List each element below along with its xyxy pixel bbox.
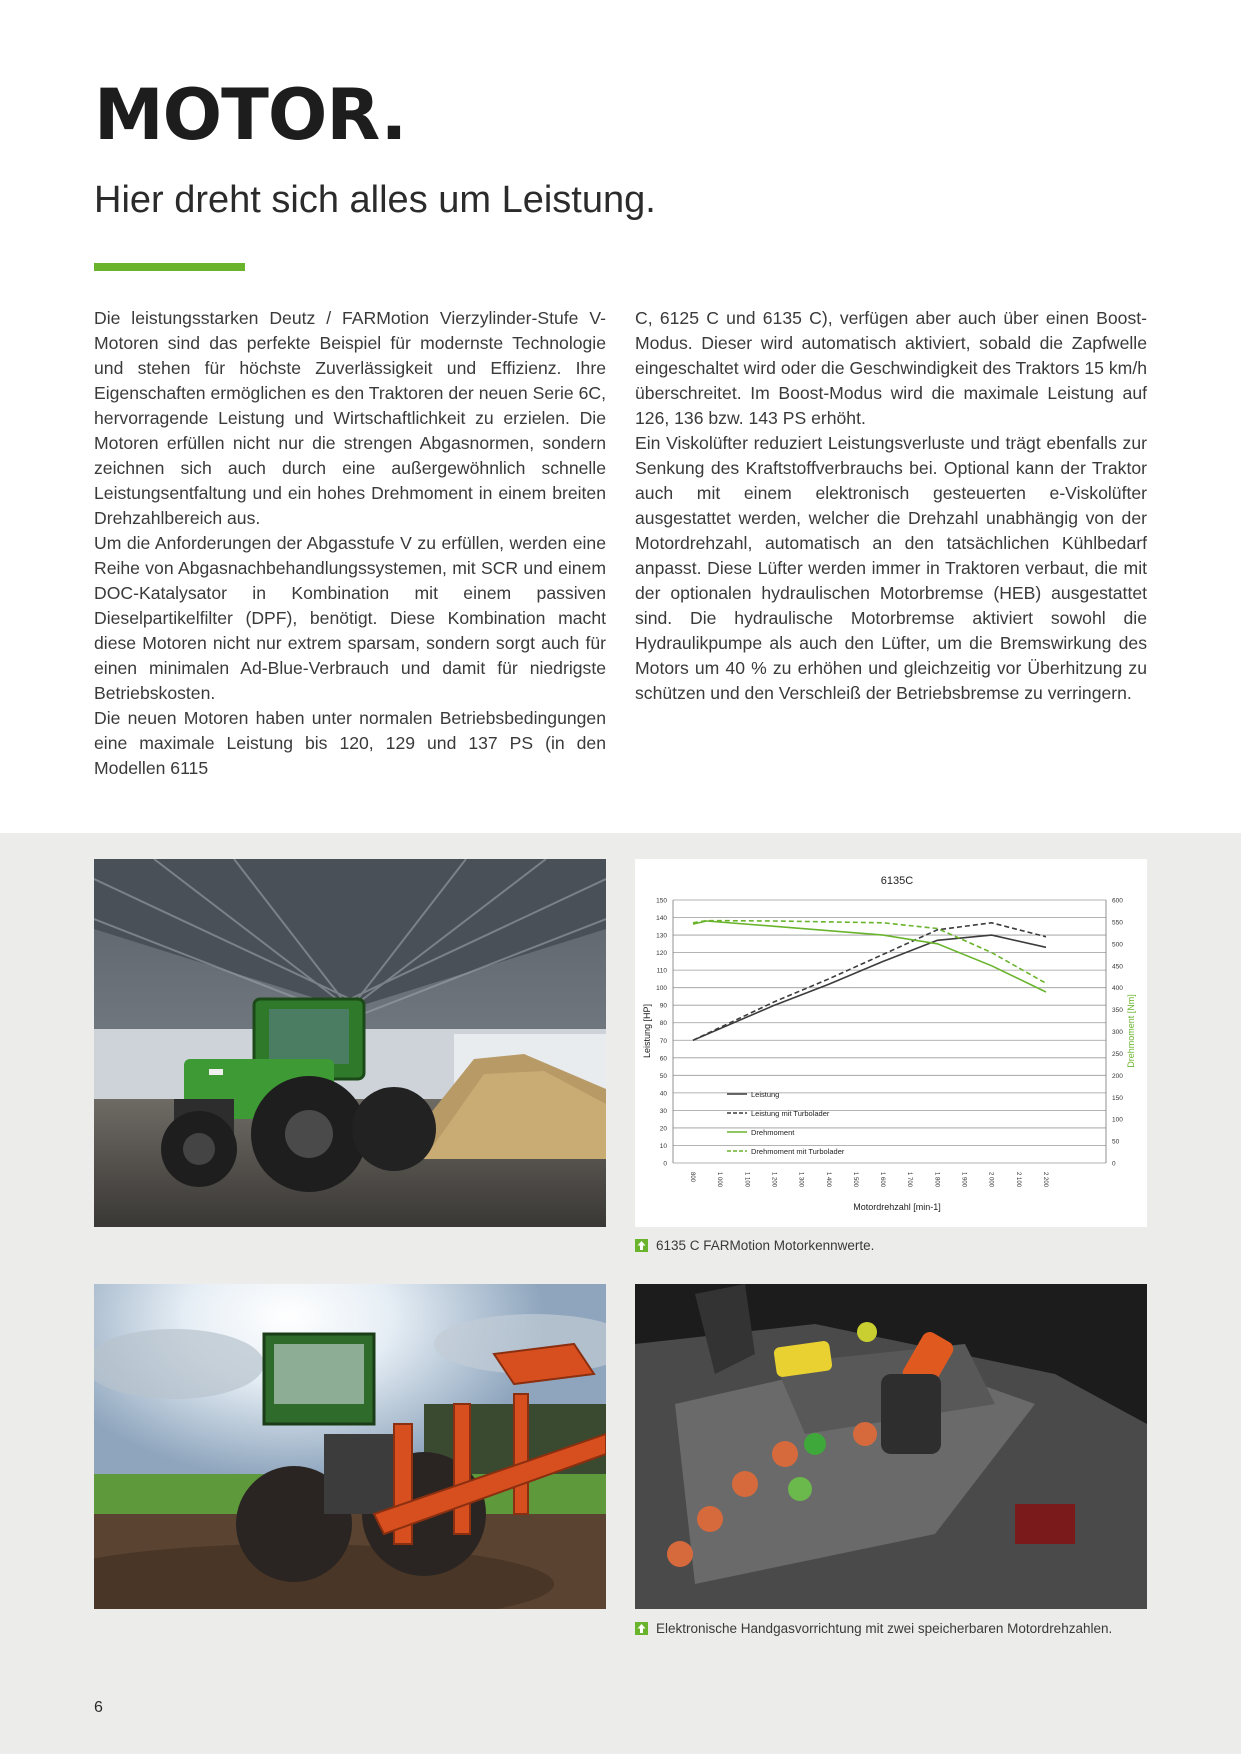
series-line bbox=[693, 921, 1046, 984]
series-line bbox=[693, 921, 1046, 992]
y-tick-label: 40 bbox=[659, 1090, 667, 1098]
paragraph: C, 6125 C und 6135 C), verfügen aber auch über einen Boost-Modus. Dieser wird automatisch aktiviert, sobald die Zapfwelle eingeschaltet wird oder die Geschwindigkeit des Traktors 15 km/h überschreitet. Im Boost-Modus wird die maximale Leistung auf 126, 136 bzw. 143 PS erhöht. bbox=[635, 308, 1147, 428]
x-tick-label: 800 bbox=[689, 1172, 695, 1183]
accent-divider bbox=[94, 263, 245, 271]
y-tick-label: 140 bbox=[656, 915, 667, 923]
x-tick-label: 1 300 bbox=[797, 1172, 804, 1188]
y-tick-label: 70 bbox=[659, 1037, 667, 1045]
y2-tick-label: 0 bbox=[1112, 1160, 1116, 1168]
x-tick-label: 2 200 bbox=[1042, 1172, 1048, 1188]
arrow-up-icon bbox=[635, 1622, 648, 1635]
y2-tick-label: 150 bbox=[1112, 1094, 1123, 1102]
chart-caption bbox=[635, 1237, 874, 1255]
page-subtitle: Hier dreht sich alles um Leistung. bbox=[94, 179, 656, 221]
x-tick-label: 1 500 bbox=[851, 1172, 858, 1188]
y-tick-label: 90 bbox=[659, 1002, 667, 1010]
y2-tick-label: 450 bbox=[1112, 963, 1123, 971]
y-tick-label: 0 bbox=[663, 1160, 667, 1168]
paragraph: Die leistungsstarken Deutz / FARMotion Vierzylinder-Stufe V-Motoren sind das perfekte Beispiel für modernste Technologie und stehen für höchste Zuverlässigkeit und Effizienz. Ihre Eigenschaften ermöglichen es den Traktoren der neuen Serie 6C, hervorragende Leistung und Wirtschaftlichkeit zu erzielen. Die Motoren erfüllen nicht nur die strengen Abgasnormen, sondern zeichnen sich auch durch eine außergewöhnlich schnelle Leistungsentfaltung und ein hohes Drehmoment in einem breiten Drehzahlbereich aus. bbox=[94, 308, 606, 528]
hand-throttle-caption bbox=[635, 1620, 1112, 1638]
y-tick-label: 100 bbox=[656, 985, 667, 993]
x-tick-label: 1 400 bbox=[824, 1172, 831, 1188]
y-tick-label: 110 bbox=[656, 967, 667, 975]
y-tick-label: 80 bbox=[659, 1020, 667, 1028]
text-column-left bbox=[94, 306, 606, 781]
page-number: 6 bbox=[94, 1699, 103, 1716]
paragraph: Die neuen Motoren haben unter normalen Betriebsbedingungen eine maximale Leistung bis 120, 129 und 137 PS (in den Modellen 6115 bbox=[94, 708, 606, 778]
y-tick-label: 50 bbox=[659, 1072, 667, 1080]
y-tick-label: 60 bbox=[659, 1055, 667, 1063]
x-tick-label: 2 100 bbox=[1014, 1172, 1021, 1188]
y2-tick-label: 350 bbox=[1112, 1007, 1123, 1015]
paragraph: Um die Anforderungen der Abgasstufe V zu erfüllen, werden eine Reihe von Abgasnachbehandlungssystemen, mit SCR und einem DOC-Katalysator in Kombination mit einem passiven Dieselpartikelfilter (DPF), benötigt. Diese Kombination macht diese Motoren nicht nur extrem sparsam, sondern sorgt auch für einen minimalen Ad-Blue-Verbrauch und damit für niedrigste Betriebskosten. bbox=[94, 533, 606, 703]
y2-tick-label: 600 bbox=[1112, 897, 1123, 905]
page-title: MOTOR. bbox=[94, 74, 407, 156]
x-tick-label: 1 800 bbox=[933, 1172, 940, 1188]
x-tick-label: 1 600 bbox=[879, 1172, 886, 1188]
tractor-barn-photo bbox=[94, 859, 606, 1227]
tractor-plough-photo bbox=[94, 1284, 606, 1609]
y2-tick-label: 100 bbox=[1112, 1116, 1123, 1124]
y2-tick-label: 50 bbox=[1112, 1138, 1120, 1146]
legend-label: Drehmoment bbox=[751, 1128, 795, 1137]
y-tick-label: 130 bbox=[656, 932, 667, 940]
y2-tick-label: 550 bbox=[1112, 919, 1123, 927]
x-tick-label: 1 000 bbox=[716, 1172, 723, 1188]
y2-axis-label: Drehmoment [Nm] bbox=[1126, 994, 1136, 1068]
y-tick-label: 10 bbox=[659, 1142, 667, 1150]
y-tick-label: 30 bbox=[659, 1107, 667, 1115]
text-column-right bbox=[635, 306, 1147, 706]
y-tick-label: 120 bbox=[656, 950, 667, 958]
chart-title: 6135C bbox=[880, 875, 914, 887]
legend-label: Leistung mit Turbolader bbox=[751, 1109, 830, 1118]
legend-label: Leistung bbox=[751, 1090, 780, 1099]
caption-text: Elektronische Handgasvorrichtung mit zwei speicherbaren Motordrehzahlen. bbox=[656, 1621, 1113, 1636]
paragraph: Ein Viskolüfter reduziert Leistungsverluste und trägt ebenfalls zur Senkung des Kraftstoffverbrauchs bei. Optional kann der Traktor auch mit einem elektronisch gesteuerten e-Viskolüfter ausgestattet werden, welcher die Drehzahl unabhängig von der Motordrehzahl, automatisch an den tatsächlichen Kühlbedarf anpasst. Diese Lüfter werden immer in Traktoren verbaut, die mit der optionalen hydraulischen Motorbremse (HEB) ausgestattet sind. Die hydraulische Motorbremse aktiviert sowohl die Hydraulikpumpe als auch den Lüfter, um die Bremswirkung des Motors um 40 % zu erhöhen und gleichzeitig vor Überhitzung zu schützen und den Verschleiß der Betriebsbremse zu verringern. bbox=[635, 433, 1147, 703]
y-axis-label: Leistung [HP] bbox=[642, 1003, 652, 1059]
x-tick-label: 1 700 bbox=[906, 1172, 913, 1188]
y2-tick-label: 250 bbox=[1112, 1050, 1123, 1058]
arrow-up-icon bbox=[635, 1239, 648, 1252]
x-axis-label: Motordrehzahl [min-1] bbox=[853, 1202, 941, 1212]
y2-tick-label: 500 bbox=[1112, 941, 1123, 949]
y-tick-label: 150 bbox=[656, 897, 667, 905]
engine-curve-chart bbox=[635, 859, 1147, 1227]
y-tick-label: 20 bbox=[659, 1125, 667, 1133]
y2-tick-label: 300 bbox=[1112, 1029, 1123, 1036]
y2-tick-label: 200 bbox=[1112, 1072, 1123, 1080]
legend-label: Drehmoment mit Turbolader bbox=[751, 1147, 845, 1156]
x-tick-label: 2 000 bbox=[987, 1172, 994, 1188]
x-tick-label: 1 900 bbox=[960, 1172, 967, 1188]
x-tick-label: 1 100 bbox=[743, 1172, 750, 1188]
caption-text: 6135 C FARMotion Motorkennwerte. bbox=[656, 1238, 875, 1253]
y2-tick-label: 400 bbox=[1112, 985, 1123, 993]
hand-throttle-photo bbox=[635, 1284, 1147, 1609]
x-tick-label: 1 200 bbox=[770, 1172, 777, 1188]
